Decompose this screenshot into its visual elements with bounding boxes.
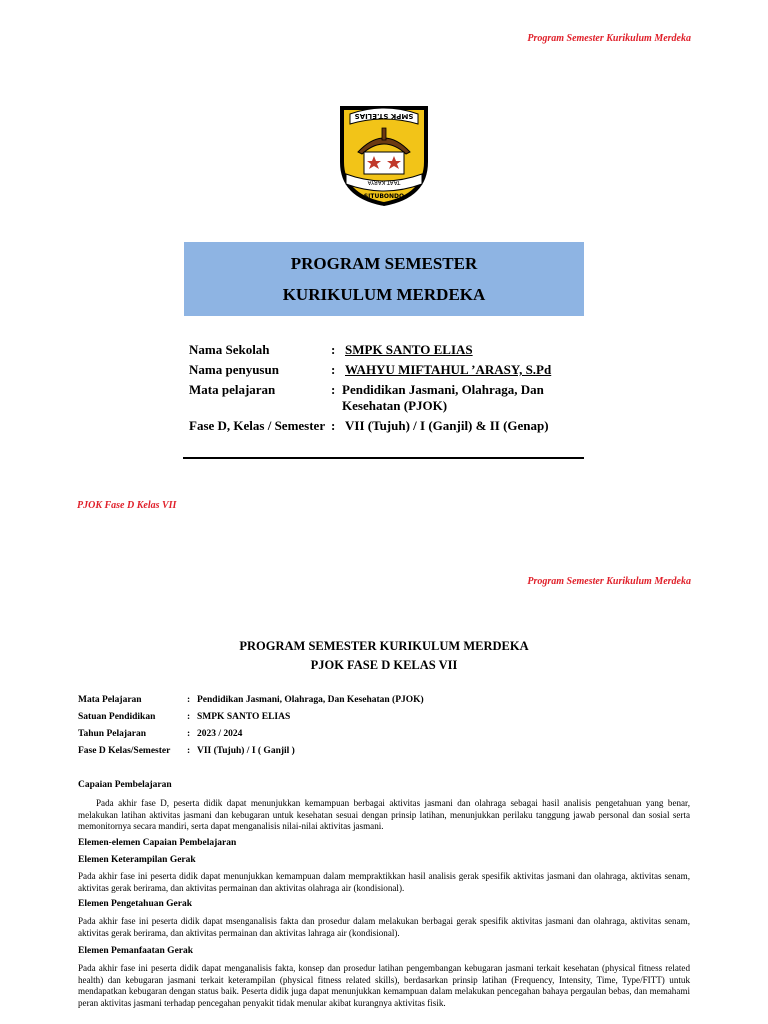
logo-top-text: SMPK ST.ELIAS [354,112,414,120]
document-title: PROGRAM SEMESTER [290,254,478,273]
info-label-phase: Fase D, Kelas / Semester [189,418,326,433]
pemanfaatan-heading: Elemen Pemanfaatan Gerak [78,946,194,956]
info-colon: : [331,418,336,433]
divider [183,457,584,459]
section-title: PROGRAM SEMESTER KURIKULUM MERDEKA [239,639,529,653]
meta-value-phase: VII (Tujuh) / I ( Ganjil ) [197,746,295,756]
meta-label-year: Tahun Pelajaran [78,729,147,739]
meta-label-phase: Fase D Kelas/Semester [78,746,171,756]
document-subtitle: KURIKULUM MERDEKA [282,285,486,304]
cp-paragraph: Pada akhir fase D, peserta didik dapat menunjukkan kemampuan berbagai aktivitas jasmani dan olahraga sebagai hasil analisis pengetahuan yang benar, melakukan latihan aktivitas jasmani dan kebugaran untuk kesehatan sesuai dengan prinsip latihan, menunjukkan perilaku tanggung jawab personal dan sosial serta memonitornya secara mandiri, serta dapat menganalisis nilai-nilai aktivitas jasmani. [78,798,690,831]
keterampilan-heading: Elemen Keterampilan Gerak [78,855,196,865]
meta-value-subject: Pendidikan Jasmani, Olahraga, Dan Kesehatan (PJOK) [197,695,424,705]
cp-heading: Capaian Pembelajaran [78,780,172,790]
info-label-author: Nama penyusun [189,362,279,377]
meta-value-unit: SMPK SANTO ELIAS [197,712,291,722]
page-header: Program Semester Kurikulum Merdeka [527,576,691,587]
meta-colon: : [187,729,191,739]
page-footer: PJOK Fase D Kelas VII [77,500,177,511]
meta-value-year: 2023 / 2024 [197,729,243,739]
page-header: Program Semester Kurikulum Merdeka [527,33,691,44]
meta-label-unit: Satuan Pendidikan [78,712,156,722]
info-colon: : [331,342,336,357]
info-value-phase: VII (Tujuh) / I (Ganjil) & II (Genap) [345,418,549,433]
logo-banner-text: TAAT KARYA [367,179,401,185]
meta-colon: : [187,695,191,705]
meta-label-subject: Mata Pelajaran [78,695,142,705]
logo-bottom-text: SITUBONDO [363,193,405,200]
pengetahuan-paragraph: Pada akhir fase ini peserta didik dapat msenganalisis fakta dan prosedur dalam melakukan berbagai gerak spesifik aktivitas jasmani dan olahraga, aktivitas senam, aktivitas gerak berirama, dan aktivitas permainan dan aktivitas lahraga air (kondisional). [78,916,690,938]
school-logo [336,100,432,208]
info-value-subject: Pendidikan Jasmani, Olahraga, Dan [342,382,544,397]
info-value-school: SMPK SANTO ELIAS [345,342,473,357]
info-label-school: Nama Sekolah [189,342,270,357]
pengetahuan-heading: Elemen Pengetahuan Gerak [78,899,192,909]
title-box [184,242,584,316]
info-colon: : [331,362,336,377]
keterampilan-paragraph: Pada akhir fase ini peserta didik dapat menunjukkan kemampuan dalam mempraktikkan hasil analisis gerak spesifik aktivitas jasmani dan olahraga, aktivitas senam, aktivitas gerak berirama, dan aktivitas permainan dan aktivitas olahraga air (kondisional). [78,871,690,893]
pemanfaatan-paragraph: Pada akhir fase ini peserta didik dapat menganalisis fakta, konsep dan prosedur latihan pengembangan kebugaran jasmani terkait kesehatan (physical fitness related health) dan kebugaran jasmani terkait keterampilan (physical fitness related skills), berdasarkan prinsip latihan (Frequency, Intensity, Time, Type/FITT) untuk mendapatkan kebugaran dengan status baik. Peserta didik juga dapat menunjukkan kemampuan dalam melakukan pencegahan bahaya pergaulan bebas, dan memahami peran aktivitas jasmani terhadap pencegahan penyakit tidak menular akibat kurangnya aktivitas fisik. [78,963,690,1008]
info-label-subject: Mata pelajaran [189,382,276,397]
info-value-subject-cont: Kesehatan (PJOK) [342,398,448,413]
meta-colon: : [187,746,191,756]
info-value-author: WAHYU MIFTAHUL ’ARASY, S.Pd [345,362,552,377]
meta-colon: : [187,712,191,722]
elemen-heading: Elemen-elemen Capaian Pembelajaran [78,838,237,848]
section-subtitle: PJOK FASE D KELAS VII [310,658,458,672]
info-colon: : [331,382,336,397]
